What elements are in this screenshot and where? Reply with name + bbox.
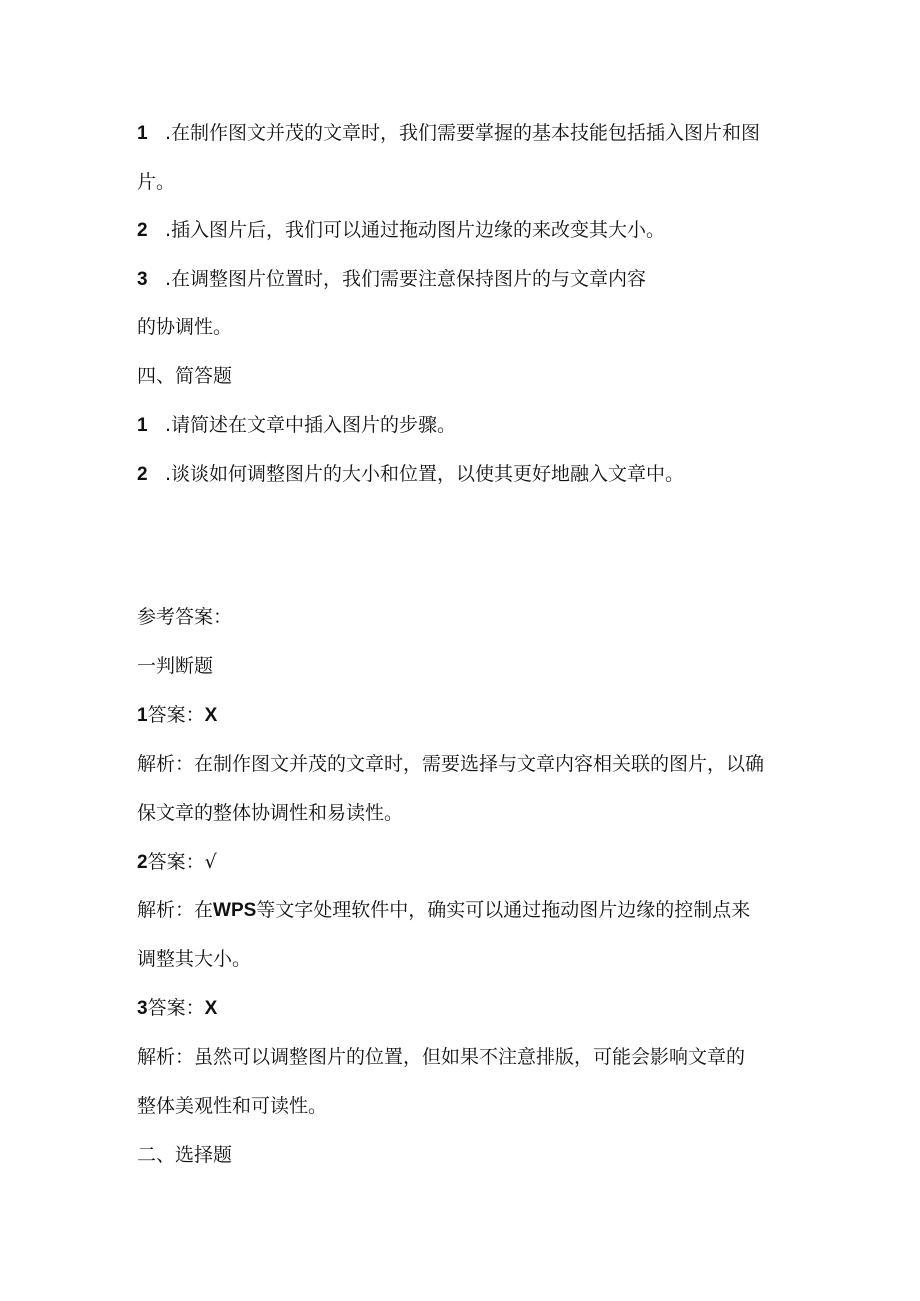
answers-section1-heading: 一判断题	[137, 655, 214, 677]
answer-2-number: 2	[137, 852, 148, 873]
answer-3-analysis-line1: 解析：虽然可以调整图片的位置，但如果不注意排版，可能会影响文章的	[137, 1046, 746, 1068]
answer-3-value: X	[204, 998, 218, 1019]
answers-title: 参考答案：	[137, 606, 233, 628]
answer-1-number: 1	[137, 705, 148, 726]
fill-blank-3-text: .在调整图片位置时，我们需要注意保持图片的与文章内容	[165, 268, 647, 290]
answer-2-analysis-line1	[137, 898, 750, 922]
answer-2-analysis-brand: WPS	[213, 900, 257, 921]
fill-blank-2	[137, 218, 665, 242]
fill-blank-1-line1	[137, 121, 760, 145]
answer-2-analysis-post: 等文字处理软件中，确实可以通过拖动图片边缘的控制点来	[256, 899, 751, 921]
short-answer-2-number: 2	[137, 464, 148, 485]
answer-1-analysis-line1: 解析：在制作图文并茂的文章时，需要选择与文章内容相关联的图片，以确	[137, 753, 765, 775]
answer-2-analysis-pre: 解析：在	[137, 899, 214, 921]
answer-3	[137, 996, 217, 1020]
short-answer-2	[137, 462, 684, 486]
short-answer-1-text: .请简述在文章中插入图片的步骤。	[165, 414, 457, 436]
short-answer-2-text: .谈谈如何调整图片的大小和位置，以使其更好地融入文章中。	[165, 463, 685, 485]
answer-3-number: 3	[137, 998, 148, 1019]
short-answer-heading: 四、简答题	[137, 365, 233, 387]
fill-blank-3-number: 3	[137, 269, 148, 290]
answer-2	[137, 850, 217, 874]
answer-2-value: √	[204, 851, 217, 873]
fill-blank-1-number: 1	[137, 123, 148, 144]
short-answer-1	[137, 413, 456, 437]
answers-section2-heading: 二、选择题	[137, 1144, 233, 1166]
answer-2-label: 答案：	[147, 851, 205, 873]
fill-blank-2-text: .插入图片后，我们可以通过拖动图片边缘的来改变其大小。	[165, 219, 666, 241]
answer-3-analysis-line2: 整体美观性和可读性。	[137, 1095, 328, 1117]
answer-1-label: 答案：	[147, 704, 205, 726]
fill-blank-2-number: 2	[137, 220, 148, 241]
answer-2-analysis-line2: 调整其大小。	[137, 948, 252, 970]
answer-1-value: X	[204, 705, 218, 726]
answer-1	[137, 703, 217, 727]
fill-blank-1-text: .在制作图文并茂的文章时，我们需要掌握的基本技能包括插入图片和图	[165, 122, 761, 144]
fill-blank-1-line2: 片。	[137, 171, 176, 193]
answer-1-analysis-line2: 保文章的整体协调性和易读性。	[137, 802, 404, 824]
short-answer-1-number: 1	[137, 415, 148, 436]
fill-blank-3-line2: 的协调性。	[137, 316, 233, 338]
fill-blank-3-line1	[137, 267, 646, 291]
answer-3-label: 答案：	[147, 997, 205, 1019]
